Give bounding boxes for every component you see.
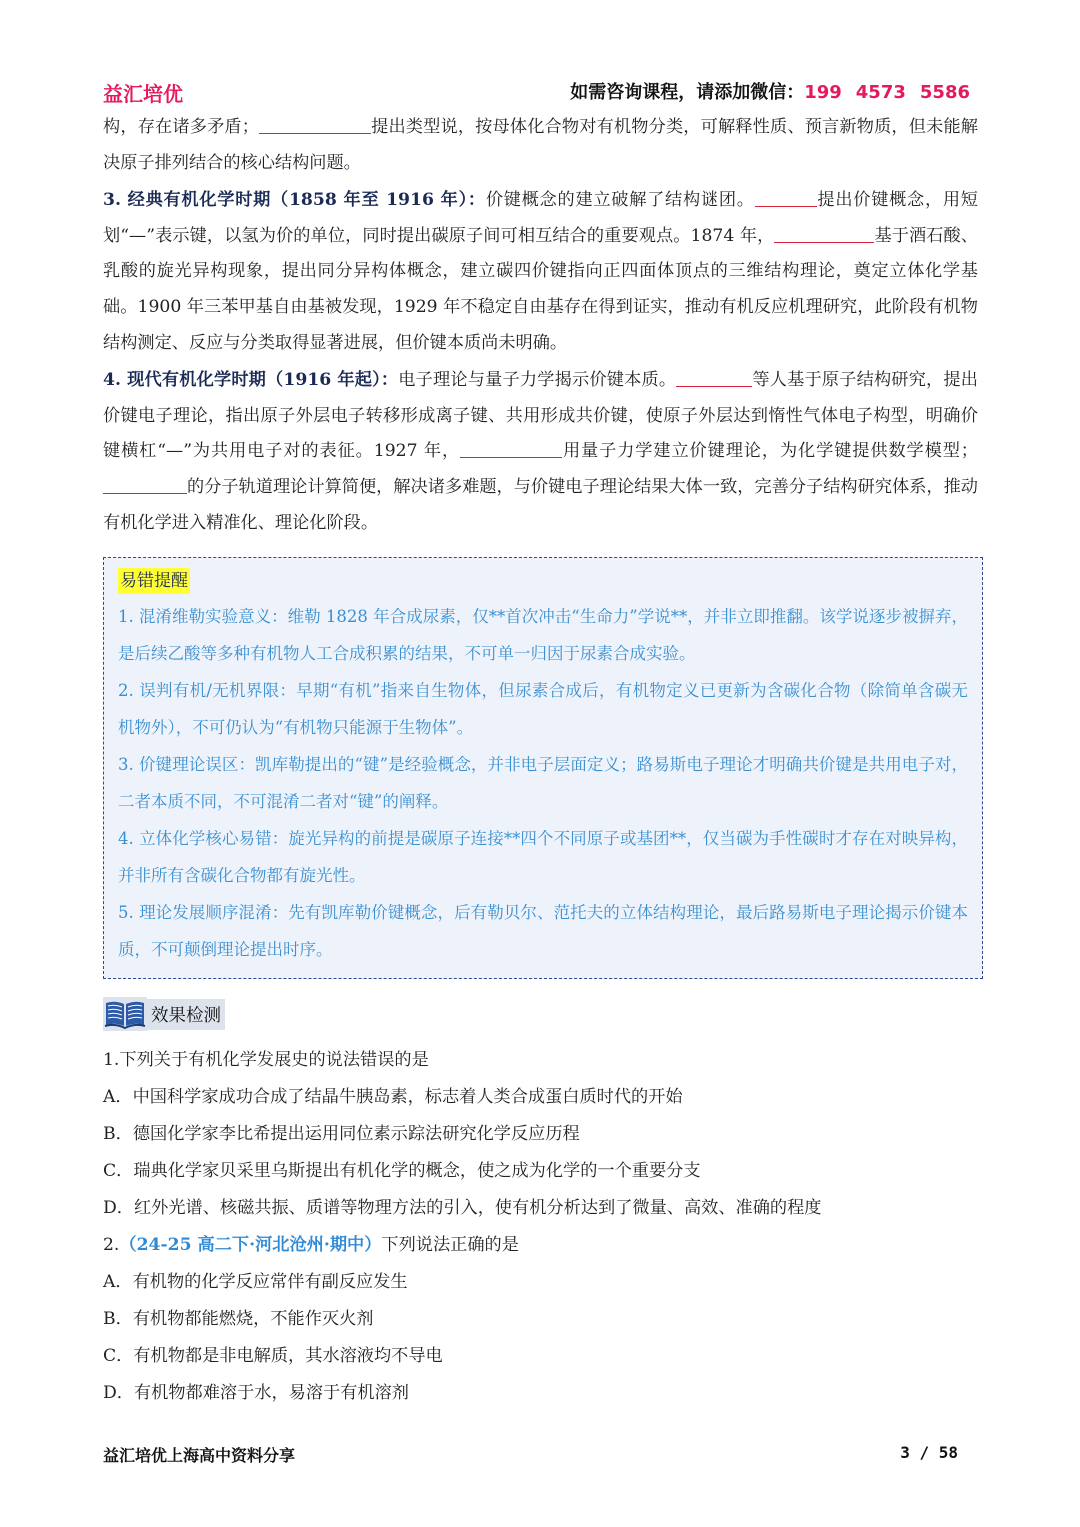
text-span: 提出价键概念，用短划“—”表示键，以氢为价的单位，同时提出碳原子间可相互结合的重要观点。1874 年， [103,190,978,246]
section-heading: 3. 经典有机化学时期（1858 年至 1916 年）： [103,190,486,211]
section-heading: 4. 现代有机化学时期（1916 年起）： [103,370,399,391]
phone-number [804,82,970,103]
text-span: 构，存在诸多矛盾； [103,117,259,137]
text-span: 基于酒石酸、乳酸的旋光异构现象，提出同分异构体概念，建立碳四价键指向正四面体顶点的三维结构理论，奠定立体化学基础。1900 年三苯甲基自由基被发现，1929 年不稳定自由基存在得到证实，推动有机反应机理研究，此阶段有机物结构测定、反应与分类取得显著进展，但价键本质尚未明确。 [103,225,978,353]
contact-label: 如需咨询课程，请添加微信： [570,82,805,103]
question-option: C．瑞典化学家贝采里乌斯提出有机化学的概念，使之成为化学的一个重要分支 [103,1161,701,1181]
history-text [103,110,978,541]
answer-blank [774,220,874,243]
text-span: 提出类型说，按母体化合物对有机物分类，可解释性质、预言新物质，但未能解决原子排列结合的核心结构问题。 [103,117,978,173]
question-number: 2. [103,1235,120,1255]
paragraph [103,110,978,181]
question-option: A．中国科学家成功合成了结晶牛胰岛素，标志着人类合成蛋白质时代的开始 [103,1087,683,1107]
question-option: A．有机物的化学反应常伴有副反应发生 [103,1272,408,1292]
exam-title: 效果检测 [147,999,225,1030]
open-book-icon [103,997,147,1031]
answer-blank [259,111,371,134]
tip-item: 5. 理论发展顺序混淆：先有凯库勒价键概念，后有勒贝尔、范托夫的立体结构理论，最后路易斯电子理论揭示价键本质，不可颠倒理论提出时序。 [118,903,968,959]
section-3-paragraph [103,183,978,361]
phone-part: 5586 [919,82,970,103]
text-span: 用量子力学建立价键理论，为化学键提供数学模型； [562,441,978,462]
phone-part: 199 [804,82,842,103]
answer-blank [460,435,562,458]
question-option: C．有机物都是非电解质，其水溶液均不导电 [103,1346,443,1366]
phone-part: 4573 [855,82,906,103]
contact-info [570,78,970,104]
footer-source: 益汇培优上海高中资料分享 [103,1446,296,1465]
error-tips-box [103,557,983,979]
question-text: 下列说法正确的是 [381,1235,519,1255]
tips-title: 易错提醒 [118,568,190,594]
tip-item: 4. 立体化学核心易错：旋光异构的前提是碳原子连接**四个不同原子或基团**，仅当碳为手性碳时才存在对映异构，并非所有含碳化合物都有旋光性。 [118,829,968,885]
answer-blank [676,364,752,387]
brand-name: 益汇培优 [103,82,183,106]
page-footer [103,1443,958,1469]
question-option: D．有机物都难溶于水，易溶于有机溶剂 [103,1383,409,1403]
page-header [103,78,970,110]
text-span: 的分子轨道理论计算简便，解决诸多难题，与价键电子理论结果大体一致，完善分子结构研究体系，推动有机化学进入精准化、理论化阶段。 [103,476,978,533]
question-option: D．红外光谱、核磁共振、质谱等物理方法的引入，使有机分析达到了微量、高效、准确的程度 [103,1198,822,1218]
tip-item: 2. 误判有机/无机界限：早期“有机”指来自生物体，但尿素合成后，有机物定义已更新为含碳化合物（除简单含碳无机物外），不可仍认为“有机物只能源于生物体”。 [118,681,968,737]
tip-item: 1. 混淆维勒实验意义：维勒 1828 年合成尿素，仅**首次冲击“生命力”学说**，并非立即推翻。该学说逐步被摒弃，是后续乙酸等多种有机物人工合成积累的结果，不可单一归因于尿素合成实验。 [118,607,968,663]
text-span: 价键概念的建立破解了结构谜团。 [485,190,755,211]
question-stem: 1.下列关于有机化学发展史的说法错误的是 [103,1050,429,1070]
page-number: 3 / 58 [900,1443,958,1462]
question-option: B．有机物都能燃烧，不能作灭火剂 [103,1309,374,1329]
section-4-paragraph [103,363,978,541]
tips-list [118,598,968,968]
question-list [103,1042,978,1412]
question-option: B．德国化学家李比希提出运用同位素示踪法研究化学反应历程 [103,1124,580,1144]
answer-blank [755,184,817,207]
question-source-tag: （24-25 高二下·河北沧州·期中） [119,1235,382,1255]
exam-section-header [103,996,225,1032]
answer-blank [103,471,187,494]
text-span: 等人基于原子结构研究，提出价键电子理论，指出原子外层电子转移形成离子键、共用形成共价键，使原子外层达到惰性气体电子构型，明确价键横杠“—”为共用电子对的表征。1927 年， [103,370,978,462]
text-span: 电子理论与量子力学揭示价键本质。 [398,370,677,391]
question-stem [103,1227,978,1264]
tip-item: 3. 价键理论误区：凯库勒提出的“键”是经验概念，并非电子层面定义；路易斯电子理论才明确共价键是共用电子对，二者本质不同，不可混淆二者对“键”的阐释。 [118,755,968,811]
